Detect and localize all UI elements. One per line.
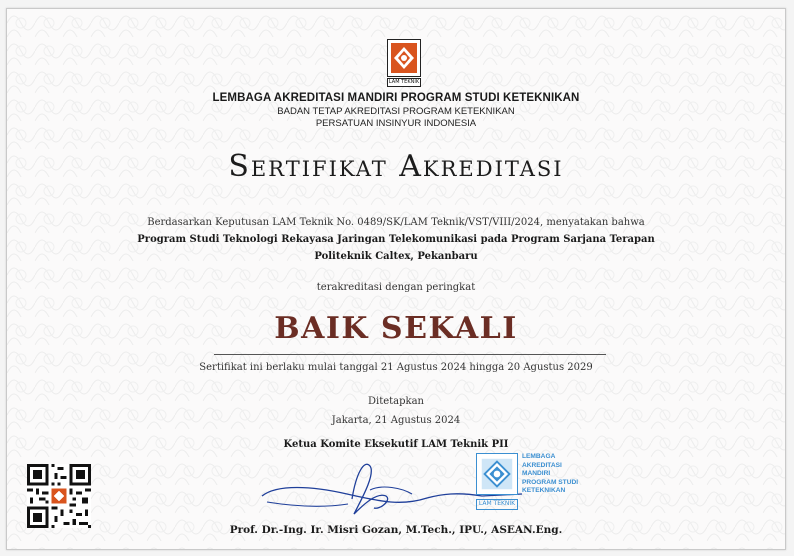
place-date: Jakarta, 21 Agustus 2024 xyxy=(331,415,461,426)
institution-name: Politeknik Caltex, Pekanbaru xyxy=(314,251,478,262)
org-name-line3: PERSATUAN INSINYUR INDONESIA xyxy=(315,118,477,129)
certificate-title: Sertifikat Akreditasi xyxy=(228,149,564,184)
certificate-frame xyxy=(6,8,786,550)
lam-teknik-stamp xyxy=(476,453,606,519)
lam-teknik-logo-icon xyxy=(387,39,421,77)
divider xyxy=(214,354,606,355)
stamp-line: MANDIRI xyxy=(522,470,551,477)
logo-caption: LAM TEKNIK xyxy=(388,79,420,85)
stamp-line: AKREDITASI xyxy=(522,461,562,469)
signer-name: Prof. Dr.-Ing. Ir. Misri Gozan, M.Tech., IPU., ASEAN.Eng. xyxy=(229,524,563,536)
accreditation-rating: BAIK SEKALI xyxy=(274,311,518,346)
validity-period: Sertifikat ini berlaku mulai tanggal 21 Agustus 2024 hingga 20 Agustus 2029 xyxy=(199,362,593,373)
qr-code-icon xyxy=(27,464,91,528)
accredited-text: terakreditasi dengan peringkat xyxy=(316,282,476,293)
signer-role: Ketua Komite Eksekutif LAM Teknik PII xyxy=(283,439,509,450)
org-name-line1: LEMBAGA AKREDITASI MANDIRI PROGRAM STUDI KETEKNIKAN xyxy=(212,92,580,104)
stamp-line: LEMBAGA xyxy=(522,453,556,460)
decision-text: Berdasarkan Keputusan LAM Teknik No. 0489/SK/LAM Teknik/VST/VIII/2024, menyatakan bahwa xyxy=(147,217,645,228)
stamp-line: KETEKNIKAN xyxy=(522,487,566,494)
org-name-line2: BADAN TETAP AKREDITASI PROGRAM KETEKNIKAN xyxy=(277,106,515,117)
stamp-line: PROGRAM STUDI xyxy=(522,478,579,486)
lam-teknik-logo xyxy=(387,39,421,89)
stamp-logo-icon xyxy=(476,453,518,495)
established-label: Ditetapkan xyxy=(368,396,424,407)
stamp-caption: LAM TEKNIK xyxy=(476,499,518,510)
program-name: Program Studi Teknologi Rekayasa Jaringan Telekomunikasi pada Program Sarjana Terapan xyxy=(137,234,655,245)
stamp-text xyxy=(522,453,606,496)
